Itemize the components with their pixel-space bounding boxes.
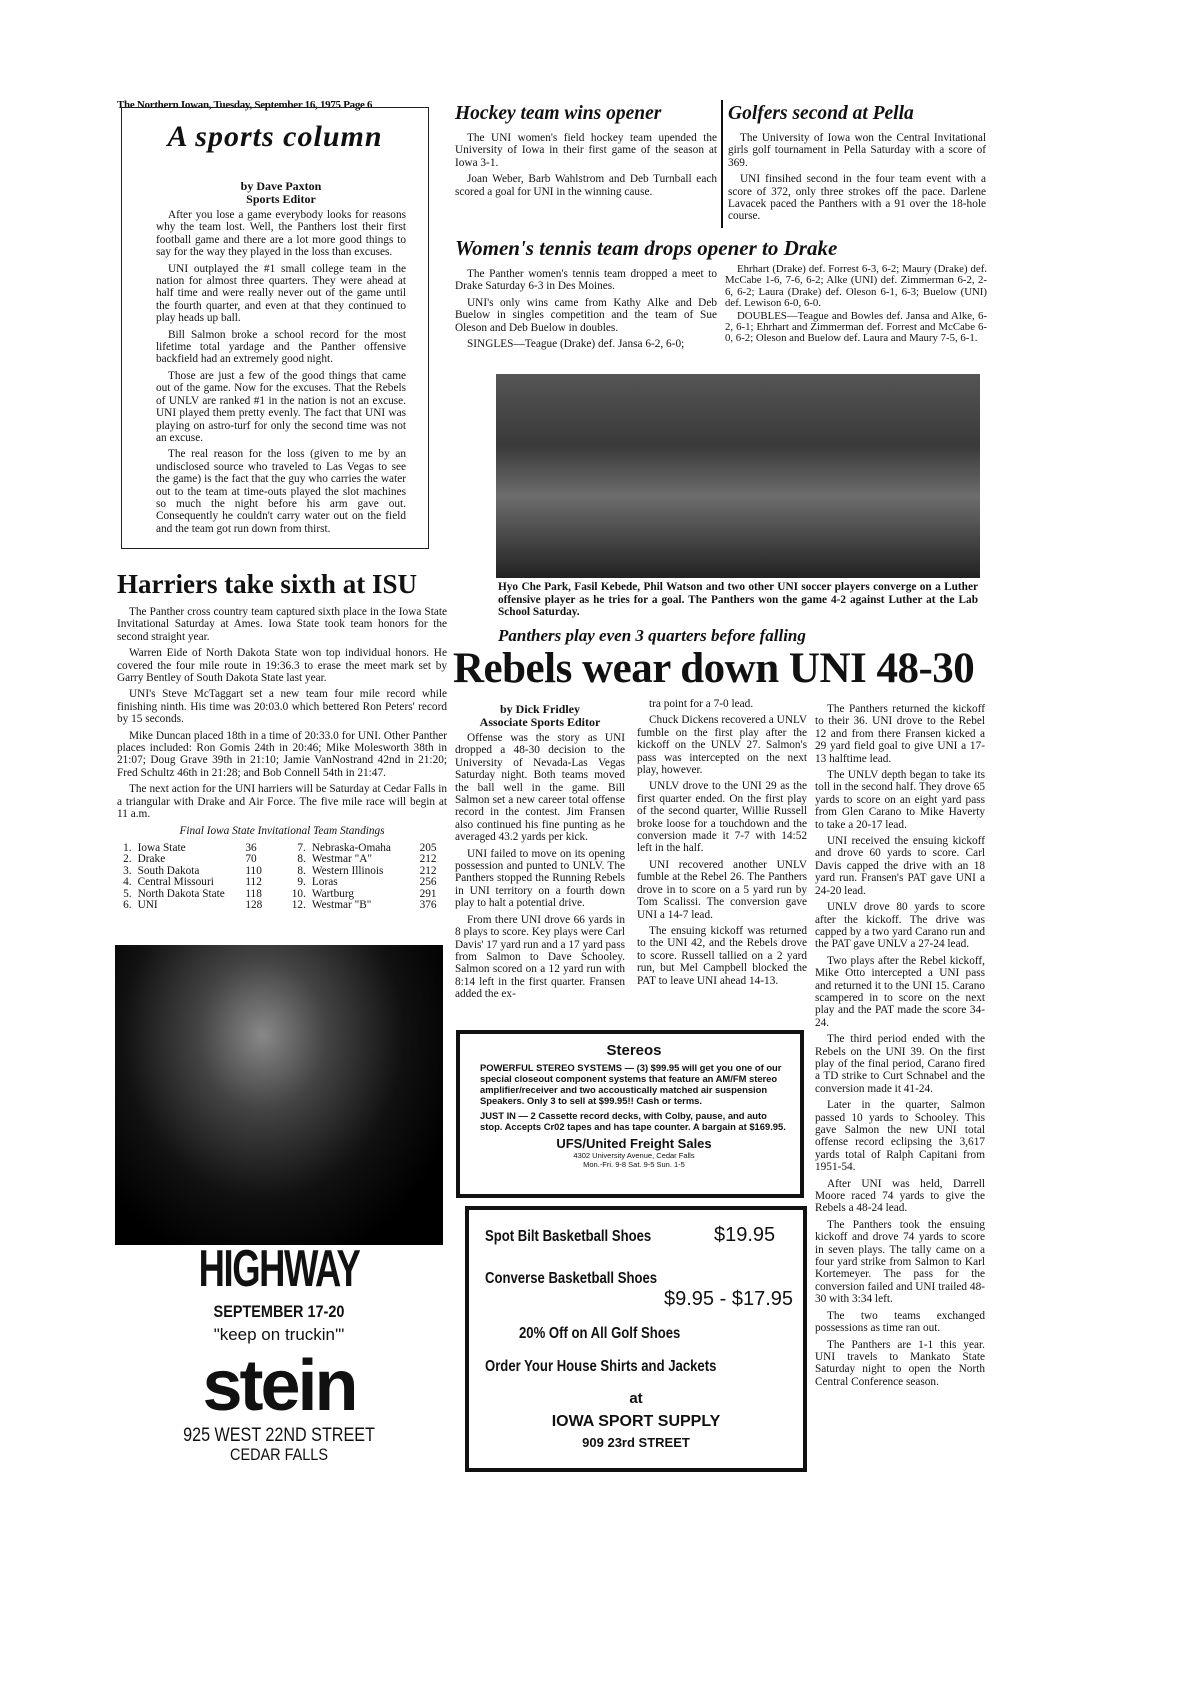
standings-place: 1. <box>123 841 132 854</box>
standings-place: 10. <box>291 887 306 900</box>
football-col3 <box>815 703 985 1392</box>
standings-team: Iowa State <box>137 841 186 854</box>
standings-team: Westmar "B" <box>311 899 372 912</box>
standings-score: 212 <box>419 853 437 866</box>
football-col1 <box>455 703 625 1005</box>
standings-place: 8. <box>297 864 306 877</box>
standings-place: 4. <box>123 876 132 889</box>
standings-score: 128 <box>245 899 263 912</box>
article-paragraph: The Panthers are 1-1 this year. UNI travels to Mankato State Saturday night to open the North Central Conference season. <box>815 1338 985 1388</box>
stereo-ad <box>456 1030 804 1198</box>
article-paragraph: UNI's only wins came from Kathy Alke and Deb Buelow in singles competition and the team of Sue Oleson and Deb Buelow in doubles. <box>455 296 717 334</box>
photo-caption: Hyo Che Park, Fasil Kebede, Phil Watson and two other UNI soccer players converge on a Luther offensive player as he tries for a goal. The Panthers won the game 4-2 against Luther at the Lab School Saturday. <box>498 581 978 618</box>
article-paragraph: The Panthers took the ensuing kickoff and drove 74 yards to score in seven plays. The tally came on a four yard strike from Salmon to Karl Kortemeyer. The pass for the conversion failed and UNI trailed 48-30 with 3:34 left. <box>815 1218 985 1306</box>
ad-price-spot-bilt: $19.95 <box>714 1224 776 1246</box>
golfers-article <box>728 102 986 227</box>
article-paragraph: UNI outplayed the #1 small college team in the nation for almost three quarters. They were ahead at half time and were really never out of the game until the fourth quarter, and even at that they continued to play heads up ball. <box>156 262 406 325</box>
article-paragraph: Those are just a few of the good things that came out of the game. Now for the excuses. That the Rebels of UNLV are ranked #1 in the nation is not an excuse. UNI played them pretty evenly. The fact that UNI was playing on astro-turf for only the second time was not an excuse. <box>156 369 406 444</box>
standings-table <box>117 843 447 913</box>
article-paragraph: The third period ended with the Rebels on the UNI 39. On the first play of the final period, Carano fired a TD strike to Curt Schnabel and the conversion made it 41-24. <box>815 1033 985 1095</box>
article-paragraph: From there UNI drove 66 yards in 8 plays to score. Key plays were Carl Davis' 17 yard run and a 17 yard pass from Salmon to Dave Schooley. Salmon scored on a 12 yard run with 8:14 left in the first quarter. Fransen added the ex- <box>455 913 625 1001</box>
golfers-body <box>728 132 986 223</box>
standings-score: 70 <box>245 853 257 866</box>
harriers-article <box>117 568 447 912</box>
football-col1-body <box>455 732 625 1001</box>
ad-price-converse: $9.95 - $17.95 <box>664 1288 793 1310</box>
standings-team: Western Illinois <box>311 864 384 877</box>
standings-place: 8. <box>297 853 306 866</box>
ad-address: 925 WEST 22ND STREET <box>183 1425 375 1446</box>
standings-place: 12. <box>291 899 306 912</box>
stereo-ad-para1: POWERFUL STEREO SYSTEMS — (3) $99.95 will get you one of our special closeout component systems that feature an AM/FM stereo amplifier/receiver and two accoustically matched air suspension Speakers. Only 3 to sell at $99.95!! Cash or terms. <box>480 1062 782 1106</box>
ad-at: at <box>629 1390 643 1407</box>
harriers-body <box>117 606 447 821</box>
article-paragraph: The Panther women's tennis team dropped a meet to Drake Saturday 6-3 in Des Moines. <box>455 268 717 293</box>
stereo-ad-title: Stereos <box>606 1042 662 1059</box>
article-paragraph: UNI recovered another UNLV fumble at the Rebel 26. The Panthers drove in to score on a 5 yard run by Tom Scalissi. The conversion gave UNI a 14-7 lead. <box>637 858 807 921</box>
ad-line-converse: Converse Basketball Shoes <box>485 1270 658 1287</box>
standings-title: Final Iowa State Invitational Team Standings <box>179 824 385 837</box>
sport-supply-ad <box>465 1206 807 1472</box>
article-paragraph: The University of Iowa won the Central Invitational girls golf tournament in Pella Saturday with a score of 369. <box>728 132 986 169</box>
article-paragraph: After UNI was held, Darrell Moore raced 74 yards to give the Rebels a 48-24 lead. <box>815 1177 985 1215</box>
article-paragraph: UNI's Steve McTaggart set a new team four mile record while finishing ninth. His time was 20:03.0 which bettered Ron Peters' record by 15 seconds. <box>117 688 447 726</box>
article-paragraph: Offense was the story as UNI dropped a 48-30 decision to the University of Nevada-Las Vegas Saturday night. Both teams moved the ball well in the game. Bill Salmon set a new career total offense record in the contest. Jim Fransen also continued his fine punting as he averaged 43.2 yards per kick. <box>455 732 625 844</box>
hockey-body <box>455 132 717 198</box>
ad-city: CEDAR FALLS <box>230 1445 328 1464</box>
band-photo <box>115 945 443 1245</box>
standings-row <box>117 889 447 901</box>
harriers-headline: Harriers take sixth at ISU <box>117 569 417 599</box>
tennis-body-left <box>455 268 717 354</box>
article-paragraph: UNI finsihed second in the four team event with a score of 372, only three strokes off the pace. Darlene Lavacek paced the Panthers with a 91 over the 18-hole course. <box>728 173 986 223</box>
tennis-results-right <box>725 264 987 346</box>
article-paragraph: Mike Duncan placed 18th in a time of 20:33.0 for UNI. Other Panther places included: Ron Gomis 24th in 20:46; Mike Molesworth 38th in 21:07; Doug Grave 39th in 21:10; Jamie VanNostrand 42nd in 21:20; Fred Schultz 46th in 21:28; and Bob Connell 54th in 21:47. <box>117 729 447 779</box>
article-paragraph: The UNLV depth began to take its toll in the second half. They drove 65 yards to score on an eight yard pass from Glen Carano to Mike Haverty to take a 20-17 lead. <box>815 769 985 831</box>
article-paragraph: After you lose a game everybody looks for reasons why the team lost. Well, the Panthers lost their first football game and there are a lot more good things to say for the way they played in the loss than excuses. <box>156 209 406 259</box>
standings-row <box>117 843 447 855</box>
standings-place: 5. <box>123 887 132 900</box>
tennis-headline: Women's tennis team drops opener to Drake <box>455 236 838 260</box>
standings-score: 212 <box>419 864 437 877</box>
standings-score: 205 <box>419 841 437 854</box>
article-paragraph: Warren Eide of North Dakota State won top individual honors. He covered the four mile route in 19:36.3 to erase the meet mark set by Garry Bentley of South Dakota State last year. <box>117 647 447 685</box>
article-paragraph: The next action for the UNI harriers will be Saturday at Cedar Falls in a triangular with Drake and Air Force. The five mile race will begin at 11 a.m. <box>117 783 447 821</box>
article-paragraph: The two teams exchanged possessions as time ran out. <box>815 1309 985 1335</box>
article-paragraph: The Panthers returned the kickoff to their 36. UNI drove to the Rebel 12 and from there Fransen kicked a 29 yard field goal to give UNI a 17-13 halftime lead. <box>815 703 985 765</box>
article-paragraph: The Panther cross country team captured sixth place in the Iowa State Invitational Saturday at Ames. Iowa State took team honors for the second straight year. <box>117 606 447 643</box>
sports-column-box <box>121 107 429 549</box>
standings-team: Westmar "A" <box>311 853 372 866</box>
ad-store-name: IOWA SPORT SUPPLY <box>551 1413 721 1430</box>
column-rule <box>721 100 723 228</box>
standings-team: North Dakota State <box>137 887 225 900</box>
standings-team: Loras <box>311 876 338 889</box>
article-paragraph: tra point for a 7-0 lead. <box>649 698 754 710</box>
stereo-ad-store: UFS/United Freight Sales <box>556 1136 712 1151</box>
hockey-headline: Hockey team wins opener <box>455 103 662 124</box>
byline-name: by Dick Fridley <box>500 702 580 716</box>
article-paragraph: UNLV drove to the UNI 29 as the first quarter ended. On the first play of the second quarter, Willie Russell broke loose for a touchdown and the conversion made it 7-7 with 14:52 left in the half. <box>637 780 807 855</box>
ad-dates: SEPTEMBER 17-20 <box>213 1302 345 1321</box>
stein-highway-ad <box>115 945 443 1470</box>
article-paragraph: The UNI women's field hockey team upended the University of Iowa in their first game of the season at Iowa 3-1. <box>455 132 717 169</box>
byline-name: by Dave Paxton <box>240 179 322 193</box>
standings-row <box>117 854 447 866</box>
byline-role: Associate Sports Editor <box>479 714 601 729</box>
golfers-headline: Golfers second at Pella <box>728 103 914 124</box>
article-paragraph: The real reason for the loss (given to me by an undisclosed source who traveled to Las Vegas to see the game) is the fact that the guy who carries the water out to the team at time-outs played the slot machines so much the night before his arm gave out. Consequently he couldn't carry water out on the field and the team got run down from thirst. <box>156 448 406 535</box>
byline-role: Sports Editor <box>246 191 316 206</box>
ad-store-address: 909 23rd STREET <box>582 1435 690 1450</box>
standings-score: 291 <box>419 887 437 900</box>
ad-slogan: "keep on truckin'" <box>213 1325 345 1344</box>
football-byline <box>455 703 625 728</box>
standings-score: 110 <box>245 864 262 877</box>
standings-place: 7. <box>297 841 306 854</box>
article-paragraph: The ensuing kickoff was returned to the UNI 42, and the Rebels drove to score. Russell tallied on a 2 yard run, but Mel Campbell blocked the PAT to leave UNI ahead 14-13. <box>637 924 807 987</box>
standings-score: 376 <box>419 899 437 912</box>
standings-team: South Dakota <box>137 864 200 877</box>
venue-logo-stein: stein <box>202 1346 356 1426</box>
article-paragraph: UNI received the ensuing kickoff and drove 60 yards to score. Carl Davis capped the drive with an 18 yard run. Fransen's PAT gave UNI a 24-20 lead. <box>815 835 985 897</box>
sports-column-byline <box>156 180 406 205</box>
stereo-ad-para2: JUST IN — 2 Cassette record decks, with Colby, pause, and auto stop. Accepts Cr02 tapes and has tape counter. A bargain at $169.95. <box>480 1110 786 1132</box>
standings-score: 112 <box>245 876 262 889</box>
article-paragraph: DOUBLES—Teague and Bowles def. Jansa and Alke, 6-2, 6-1; Ehrhart and Zimmerman def. Forrest and McCabe 6-0, 6-2; Oleson and Buelow def. Laura and Maury 7-5, 6-1. <box>725 309 987 345</box>
ad-line-shirts: Order Your House Shirts and Jackets <box>485 1358 717 1375</box>
stereo-ad-address: 4302 University Avenue, Cedar Falls <box>573 1151 695 1160</box>
page-masthead: The Northern Iowan, Tuesday, September 16, 1975 Page 6 <box>117 99 373 111</box>
article-paragraph: Bill Salmon broke a school record for the most lifetime total yardage and the Panther offensive backfield had an extremely good night. <box>156 328 406 366</box>
standings-place: 3. <box>123 864 132 877</box>
article-paragraph: Chuck Dickens recovered a UNLV fumble on the first play after the kickoff on the UNLV 27. Salmon's pass was intercepted on the next play, however. <box>637 714 807 777</box>
stereo-ad-hours: Mon.-Fri. 9-8 Sat. 9-5 Sun. 1-5 <box>583 1160 685 1169</box>
standings-row <box>117 900 447 912</box>
standings-place: 6. <box>123 899 132 912</box>
band-name-highway: HIGHWAY <box>198 1240 360 1298</box>
standings-score: 36 <box>245 841 257 854</box>
article-paragraph: Two plays after the Rebel kickoff, Mike Otto intercepted a UNI pass and returned it to the UNI 15. Carano scampered in to score on the next play and the PAT made the score 34-24. <box>815 954 985 1029</box>
standings-team: Nebraska-Omaha <box>311 841 391 854</box>
ad-line-golf: 20% Off on All Golf Shoes <box>519 1325 681 1342</box>
sports-column-body <box>156 209 406 535</box>
article-paragraph: Ehrhart (Drake) def. Forrest 6-3, 6-2; Maury (Drake) def. McCabe 1-6, 7-6, 6-2; Alke (UNI) def. Zimmerman 6-2, 2-6, 6-2; Laura (Drake) def. Oleson 6-1, 6-3; Buelow (UNI) def. Lewison 6-0, 6-0. <box>725 263 987 310</box>
standings-team: Wartburg <box>311 887 355 900</box>
football-kicker: Panthers play even 3 quarters before falling <box>498 626 806 645</box>
article-paragraph: Later in the quarter, Salmon passed 10 yards to Schooley. This gave Salmon the new UNI total offense record eclipsing the 3,617 yards total of Ralph Capitani from 1951-54. <box>815 1099 985 1174</box>
sports-column-title: A sports column <box>167 120 383 153</box>
article-paragraph: SINGLES—Teague (Drake) def. Jansa 6-2, 6-0; <box>467 338 685 351</box>
soccer-photo <box>496 374 980 578</box>
article-paragraph: UNLV drove 80 yards to score after the kickoff. The drive was capped by a two yard Carano run and the PAT gave UNLV a 27-24 lead. <box>815 901 985 951</box>
standings-team: Drake <box>137 853 166 866</box>
hockey-article <box>455 102 717 202</box>
standings-score: 118 <box>245 887 262 900</box>
football-headline: Rebels wear down UNI 48-30 <box>453 645 975 692</box>
standings-place: 2. <box>123 853 132 866</box>
football-col2 <box>637 698 807 991</box>
standings-place: 9. <box>297 876 306 889</box>
ad-line-spot-bilt: Spot Bilt Basketball Shoes <box>485 1228 652 1245</box>
standings-score: 256 <box>419 876 437 889</box>
standings-team: Central Missouri <box>137 876 214 889</box>
standings-team: UNI <box>137 899 158 912</box>
article-paragraph: UNI failed to move on its opening possession and punted to UNLV. The Panthers stopped the Running Rebels in UNI territory on a fourth down play to halt a potential drive. <box>455 847 625 910</box>
article-paragraph: Joan Weber, Barb Wahlstrom and Deb Turnball each scored a goal for UNI in the winning cause. <box>455 173 717 198</box>
